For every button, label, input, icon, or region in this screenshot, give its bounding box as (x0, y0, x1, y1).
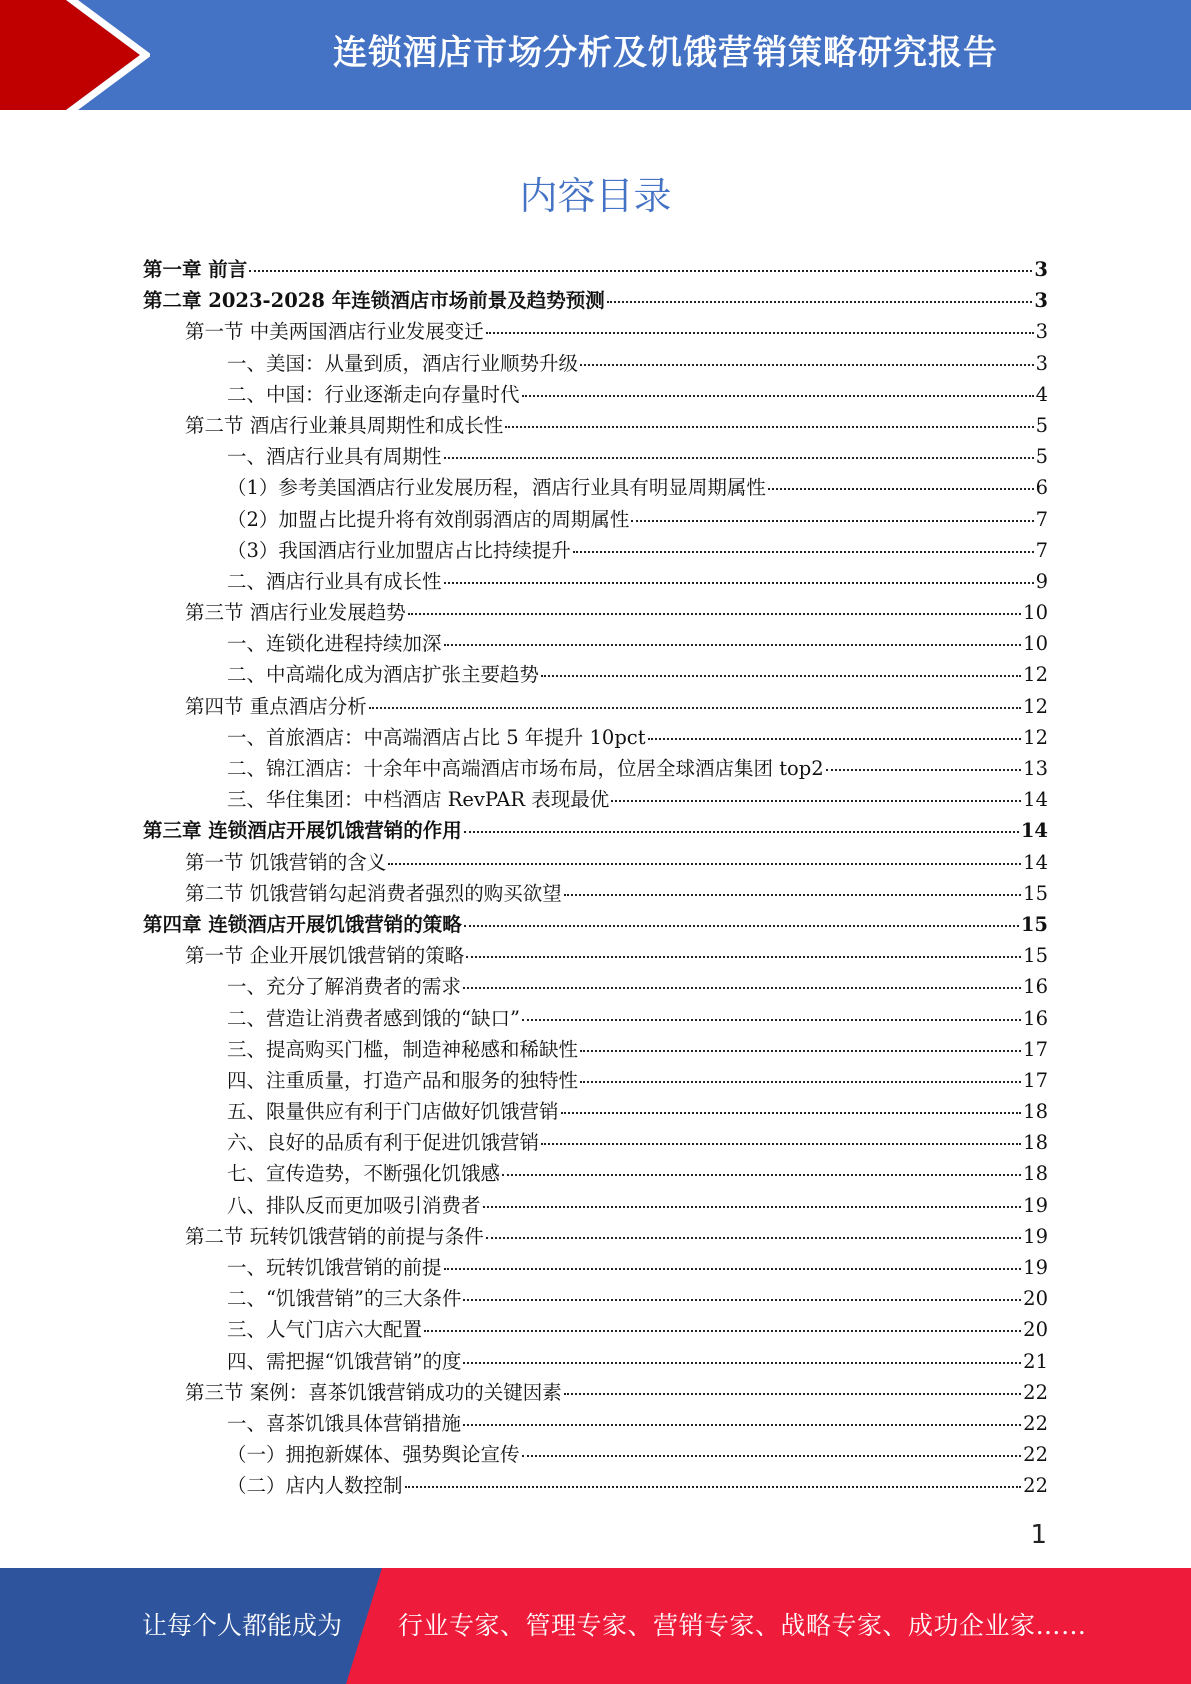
toc-entry[interactable] (143, 909, 1048, 940)
toc-dot-leader (463, 1299, 1021, 1301)
toc-entry[interactable] (143, 1190, 1048, 1221)
toc-entry-page: 3 (1035, 320, 1048, 344)
toc-entry[interactable] (143, 628, 1048, 659)
footer-slogan-left: 让每个人都能成为 (142, 1611, 343, 1640)
toc-entry-title: 第二节 饥饿营销勾起消费者强烈的购买欲望 (185, 881, 562, 905)
toc-entry-title: 六、良好的品质有利于促进饥饿营销 (227, 1131, 540, 1155)
toc-dot-leader (522, 1455, 1022, 1457)
toc-entry-page: 22 (1023, 1380, 1048, 1404)
toc-entry-page: 15 (1023, 881, 1048, 905)
toc-dot-leader (541, 675, 1021, 677)
toc-dot-leader (768, 488, 1034, 490)
toc-entry[interactable] (143, 1034, 1048, 1065)
toc-entry-page: 13 (1023, 757, 1048, 780)
toc-entry[interactable] (143, 597, 1048, 628)
toc-dot-leader (611, 800, 1021, 802)
toc-entry-page: 22 (1023, 1474, 1048, 1498)
toc-entry-page: 12 (1023, 725, 1048, 749)
toc-entry-page: 3 (1035, 351, 1048, 375)
toc-entry-page: 12 (1023, 663, 1048, 687)
toc-dot-leader (464, 925, 1019, 927)
toc-entry-title: （一）拥抱新媒体、强势舆论宣传 (227, 1443, 520, 1467)
toc-entry-title: 一、美国：从量到质，酒店行业顺势升级 (227, 351, 579, 375)
toc-entry[interactable] (143, 1314, 1048, 1345)
toc-entry-title: 第一节 饥饿营销的含义 (185, 850, 387, 874)
toc-entry-page: 9 (1035, 569, 1048, 593)
toc-dot-leader (466, 956, 1021, 958)
toc-entry[interactable] (143, 1003, 1048, 1034)
toc-dot-leader (580, 1081, 1021, 1083)
toc-entry[interactable] (143, 504, 1048, 535)
toc-entry[interactable] (143, 1127, 1048, 1158)
toc-dot-leader (573, 551, 1034, 553)
toc-entry-title: 八、排队反而更加吸引消费者 (227, 1193, 481, 1217)
toc-entry-page: 5 (1035, 445, 1048, 469)
toc-entry-title: 二、营造让消费者感到饿的“缺口” (227, 1006, 520, 1030)
toc-dot-leader (463, 1424, 1021, 1426)
toc-entry[interactable] (143, 691, 1048, 722)
toc-dot-leader (424, 1330, 1021, 1332)
toc-entry[interactable] (143, 379, 1048, 410)
toc-entry-page: 22 (1023, 1443, 1048, 1467)
toc-entry-title: 一、充分了解消费者的需求 (227, 975, 462, 999)
toc-dot-leader (444, 644, 1022, 646)
toc-entry-page: 14 (1023, 850, 1048, 874)
toc-entry-page: 10 (1023, 601, 1048, 625)
toc-dot-leader (486, 1237, 1021, 1239)
toc-entry-page: 12 (1023, 694, 1048, 718)
toc-entry-title: 第二节 酒店行业兼具周期性和成长性 (185, 413, 504, 437)
toc-entry-page: 6 (1035, 476, 1048, 500)
toc-entry-title: 第三章 连锁酒店开展饥饿营销的作用 (143, 819, 462, 843)
toc-entry-page: 22 (1023, 1411, 1048, 1435)
toc-entry[interactable] (143, 659, 1048, 690)
toc-entry-page: 3 (1034, 258, 1048, 281)
toc-entry[interactable] (143, 971, 1048, 1002)
toc-entry-title: （2）加盟占比提升将有效削弱酒店的周期属性 (227, 507, 630, 531)
toc-entry[interactable] (143, 254, 1048, 285)
toc-dot-leader (502, 1174, 1021, 1176)
toc-entry-page: 21 (1023, 1349, 1048, 1373)
page-header (0, 0, 1191, 110)
toc-entry-title: 四、注重质量，打造产品和服务的独特性 (227, 1068, 579, 1092)
toc-entry-page: 7 (1035, 507, 1048, 531)
toc-entry-title: 第一章 前言 (143, 258, 248, 281)
toc-entry-title: 一、首旅酒店：中高端酒店占比 5 年提升 10pct (227, 725, 646, 749)
toc-entry[interactable] (143, 1283, 1048, 1314)
toc-entry-title: 五、限量供应有利于门店做好饥饿营销 (227, 1100, 559, 1124)
toc-entry[interactable] (143, 940, 1048, 971)
toc-dot-leader (541, 1143, 1021, 1145)
toc-entry[interactable] (143, 815, 1048, 846)
toc-entry-page: 18 (1023, 1100, 1048, 1124)
toc-dot-leader (631, 520, 1033, 522)
toc-entry-title: （二）店内人数控制 (227, 1474, 403, 1498)
toc-entry-title: 二、酒店行业具有成长性 (227, 569, 442, 593)
toc-entry[interactable] (143, 472, 1048, 503)
toc-entry[interactable] (143, 441, 1048, 472)
page-footer (0, 1568, 1191, 1684)
toc-entry-page: 15 (1023, 944, 1048, 968)
toc-entry-page: 19 (1023, 1256, 1048, 1279)
toc-entry[interactable] (143, 1346, 1048, 1377)
toc-entry-title: 第二节 玩转饥饿营销的前提与条件 (185, 1224, 484, 1248)
toc-entry[interactable] (143, 753, 1048, 784)
toc-entry-title: （1）参考美国酒店行业发展历程，酒店行业具有明显周期属性 (227, 476, 766, 500)
toc-entry-title: 第二章 2023-2028 年连锁酒店市场前景及趋势预测 (143, 289, 605, 313)
toc-dot-leader (444, 457, 1034, 459)
toc-entry-title: 第一节 中美两国酒店行业发展变迁 (185, 320, 484, 344)
toc-entry[interactable] (143, 410, 1048, 441)
toc-entry[interactable] (143, 1377, 1048, 1408)
toc-entry-title: 三、人气门店六大配置 (227, 1318, 423, 1342)
toc-entry[interactable] (143, 1096, 1048, 1127)
toc-entry-title: 第一节 企业开展饥饿营销的策略 (185, 944, 465, 968)
footer-slogan-right: 行业专家、管理专家、营销专家、战略专家、成功企业家…… (398, 1611, 1087, 1640)
toc-dot-leader (580, 1050, 1021, 1052)
toc-entry[interactable] (143, 1470, 1048, 1501)
toc-dot-leader (505, 426, 1033, 428)
toc-entry-page: 18 (1023, 1131, 1048, 1155)
toc-entry-title: 第三节 案例：喜茶饥饿营销成功的关键因素 (185, 1380, 562, 1404)
page-number: 1 (1030, 1520, 1047, 1550)
toc-dot-leader (564, 894, 1021, 896)
toc-entry[interactable] (143, 878, 1048, 909)
toc-dot-leader (463, 987, 1021, 989)
toc-entry-title: 第三节 酒店行业发展趋势 (185, 601, 406, 625)
toc-entry-title: 三、提高购买门槛，制造神秘感和稀缺性 (227, 1037, 579, 1061)
toc-entry-page: 17 (1023, 1037, 1048, 1061)
toc-entry[interactable] (143, 1408, 1048, 1439)
toc-entry[interactable] (143, 348, 1048, 379)
toc-dot-leader (249, 270, 1032, 272)
toc-entry-title: 一、喜茶饥饿具体营销措施 (227, 1411, 462, 1435)
toc-entry-title: 一、酒店行业具有周期性 (227, 445, 442, 469)
toc-dot-leader (444, 582, 1034, 584)
report-title: 连锁酒店市场分析及饥饿营销策略研究报告 (333, 33, 998, 73)
toc-entry-page: 17 (1023, 1068, 1048, 1092)
toc-heading: 内容目录 (519, 174, 672, 218)
toc-entry[interactable] (143, 1065, 1048, 1096)
toc-entry[interactable] (143, 1439, 1048, 1470)
toc-entry-page: 19 (1023, 1193, 1048, 1217)
toc-entry[interactable] (143, 535, 1048, 566)
toc-dot-leader (561, 1112, 1022, 1114)
toc-entry-title: 四、需把握“饥饿营销”的度 (227, 1349, 462, 1373)
toc-entry-page: 3 (1034, 289, 1048, 313)
toc-entry[interactable] (143, 1221, 1048, 1252)
toc-entry[interactable] (143, 566, 1048, 597)
toc-entry[interactable] (143, 784, 1048, 815)
toc-entry-page: 20 (1023, 1287, 1048, 1311)
toc-entry[interactable] (143, 847, 1048, 878)
toc-entry-page: 18 (1023, 1162, 1048, 1186)
toc-entry-title: 一、连锁化进程持续加深 (227, 632, 442, 656)
header-arrow-decoration (0, 0, 150, 110)
toc-entry-page: 7 (1035, 538, 1048, 562)
toc-entry-title: 一、玩转饥饿营销的前提 (227, 1256, 442, 1279)
toc-dot-leader (607, 301, 1033, 303)
toc-entry-page: 4 (1035, 382, 1048, 406)
toc-entry-title: 二、锦江酒店：十余年中高端酒店市场布局，位居全球酒店集团 top2 (227, 757, 824, 780)
toc-entry-title: 七、宣传造势，不断强化饥饿感 (227, 1162, 501, 1186)
toc-dot-leader (463, 1362, 1021, 1364)
toc-entry[interactable] (143, 1158, 1048, 1189)
toc-entry-title: 第四节 重点酒店分析 (185, 694, 367, 718)
toc-entry-title: 第四章 连锁酒店开展饥饿营销的策略 (143, 912, 462, 936)
toc-entry-page: 19 (1023, 1224, 1048, 1248)
toc-entry[interactable] (143, 285, 1048, 316)
toc-entry-page: 5 (1035, 413, 1048, 437)
toc-entry-page: 15 (1020, 912, 1048, 936)
toc-dot-leader (648, 738, 1022, 740)
toc-entry-page: 10 (1023, 632, 1048, 656)
toc-entry-page: 16 (1023, 975, 1048, 999)
toc-dot-leader (408, 613, 1021, 615)
toc-entry-page: 20 (1023, 1318, 1048, 1342)
toc-entry[interactable] (143, 722, 1048, 753)
toc-dot-leader (522, 1019, 1021, 1021)
table-of-contents (143, 254, 1048, 1502)
toc-entry-page: 14 (1020, 819, 1048, 843)
toc-dot-leader (444, 1268, 1022, 1270)
toc-dot-leader (826, 769, 1022, 771)
toc-dot-leader (522, 395, 1034, 397)
toc-entry-title: 二、中国：行业逐渐走向存量时代 (227, 382, 520, 406)
toc-entry-page: 16 (1023, 1006, 1048, 1030)
toc-entry-title: 二、“饥饿营销”的三大条件 (227, 1287, 462, 1311)
toc-dot-leader (486, 332, 1034, 334)
toc-dot-leader (483, 1206, 1022, 1208)
toc-dot-leader (388, 863, 1021, 865)
toc-entry[interactable] (143, 316, 1048, 347)
toc-entry-title: 二、中高端化成为酒店扩张主要趋势 (227, 663, 540, 687)
toc-dot-leader (464, 831, 1019, 833)
toc-dot-leader (369, 707, 1021, 709)
toc-dot-leader (564, 1393, 1021, 1395)
toc-dot-leader (580, 364, 1034, 366)
toc-entry-title: （3）我国酒店行业加盟店占比持续提升 (227, 538, 571, 562)
toc-dot-leader (405, 1486, 1022, 1488)
toc-entry-page: 14 (1023, 788, 1048, 812)
toc-entry-title: 三、华住集团：中档酒店 RevPAR 表现最优 (227, 788, 610, 812)
toc-entry[interactable] (143, 1252, 1048, 1283)
